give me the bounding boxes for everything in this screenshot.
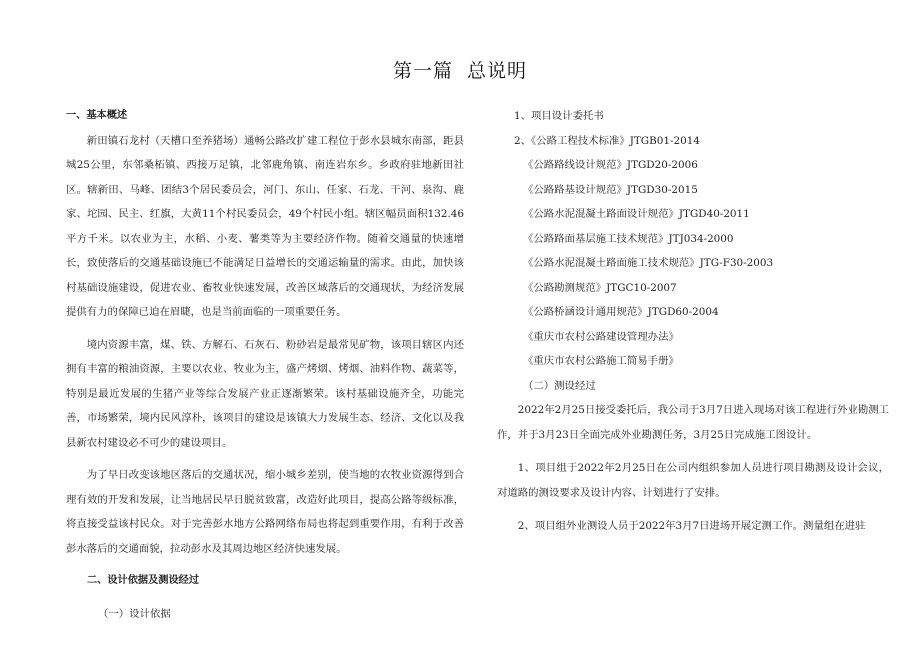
paragraph-survey-1: 2022年2月25日接受委托后，我公司于3月7日进入现场对该工程进行外业勘测工作，并于3月23日全面完成外业勘测任务，3月25日完成施工图设计。 xyxy=(497,404,890,441)
section-heading-overview: 一、基本概述 xyxy=(66,110,128,121)
reference-item: 《公路路面基层施工技术规范》JTJ034-2000 xyxy=(523,232,734,245)
page-title-part1: 第一篇 xyxy=(392,60,453,82)
reference-item: 《公路水泥混凝土路面施工技术规范》JTG-F30-2003 xyxy=(523,257,774,269)
page-title xyxy=(0,56,920,83)
paragraph-overview-3: 为了早日改变该地区落后的交通状况，缩小城乡差别，使当地的农牧业资源得到合理有效的开发和发展，让当地居民早日脱贫致富，改造好此项目，提高公路等级标准，将直接受益该村民众。对于完善彭水地方公路网络布局也将起到重要作用，有利于改善彭水落后的交通面貌，拉动彭水及其周边地区经济快速发展。 xyxy=(66,469,464,555)
paragraph-survey-3: 2、项目组外业测设人员于2022年3月7日进场开展定测工作。测量组在进驻 xyxy=(517,520,866,532)
reference-item: 《重庆市农村公路建设管理办法》 xyxy=(523,330,679,343)
reference-item: 《公路桥涵设计通用规范》JTGD60-2004 xyxy=(523,306,719,318)
reference-item: 《公路水泥混凝土路面设计规范》JTGD40-2011 xyxy=(523,208,750,220)
paragraph-survey-2: 1、项目组于2022年2月25日在公司内组织参加人员进行项目勘测及设计会议，对道路的测设要求及设计内容、计划进行了安排。 xyxy=(497,462,889,499)
reference-item: 2、《公路工程技术标准》JTGB01-2014 xyxy=(514,134,700,147)
subsection-heading-design-basis: （一）设计依据 xyxy=(98,607,171,620)
reference-item: 《公路路线设计规范》JTGD20-2006 xyxy=(523,159,698,171)
reference-item: 1、项目设计委托书 xyxy=(514,110,604,122)
left-column xyxy=(66,104,464,626)
reference-item: 《重庆市农村公路施工简易手册》 xyxy=(523,355,679,367)
right-column xyxy=(497,104,889,539)
section-heading-design-basis: 二、设计依据及测设经过 xyxy=(87,575,200,586)
page-title-part2: 总说明 xyxy=(467,60,528,82)
paragraph-overview-1: 新田镇石龙村（天槽口至养猪场）通畅公路改扩建工程位于彭水县城东南部，距县城25公里，东邻桑柘镇、西接万足镇，北邻鹿角镇、南连岩东乡。乡政府驻地新田社区。辖新田、马峰、团结3个居民委员会，河门、东山、任家、石龙、干河、泉沟、鹿家、坨园、民主、红旗，大黄11个村民委员会，49个村民小组。辖区幅员面积132.46平方千米。以农业为主，水稻、小麦、薯类等为主要经济作物。随着交通量的快速增长，致使落后的交通基础设施已不能满足日益增长的交通运输量的需求。由此，加快该村基础设施建设，促进农业、畜牧业快速发展，改善区域落后的交通现状，为经济发展提供有力的保障已迫在眉睫，也是当前面临的一项重要任务。 xyxy=(66,134,464,318)
subsection-heading-survey: （二）测设经过 xyxy=(523,379,596,392)
reference-item: 《公路勘测规范》JTGC10-2007 xyxy=(523,281,677,294)
paragraph-overview-2: 境内资源丰富，煤、铁、方解石、石灰石、粉砂岩是最常见矿物，该项目辖区内还拥有丰富的粮油资源，主要以农业、牧业为主，盛产烤烟、烤烟、油料作物、蔬菜等，特别是最近发展的生猪产业等综合发展产业正逐渐繁荣。该村基础设施齐全，功能完善，市场繁荣，境内民风淳朴，该项目的建设是该镇大力发展生态、经济、文化以及我县新农村建设必不可少的建设项目。 xyxy=(66,338,464,449)
reference-item: 《公路路基设计规范》JTGD30-2015 xyxy=(523,183,698,196)
